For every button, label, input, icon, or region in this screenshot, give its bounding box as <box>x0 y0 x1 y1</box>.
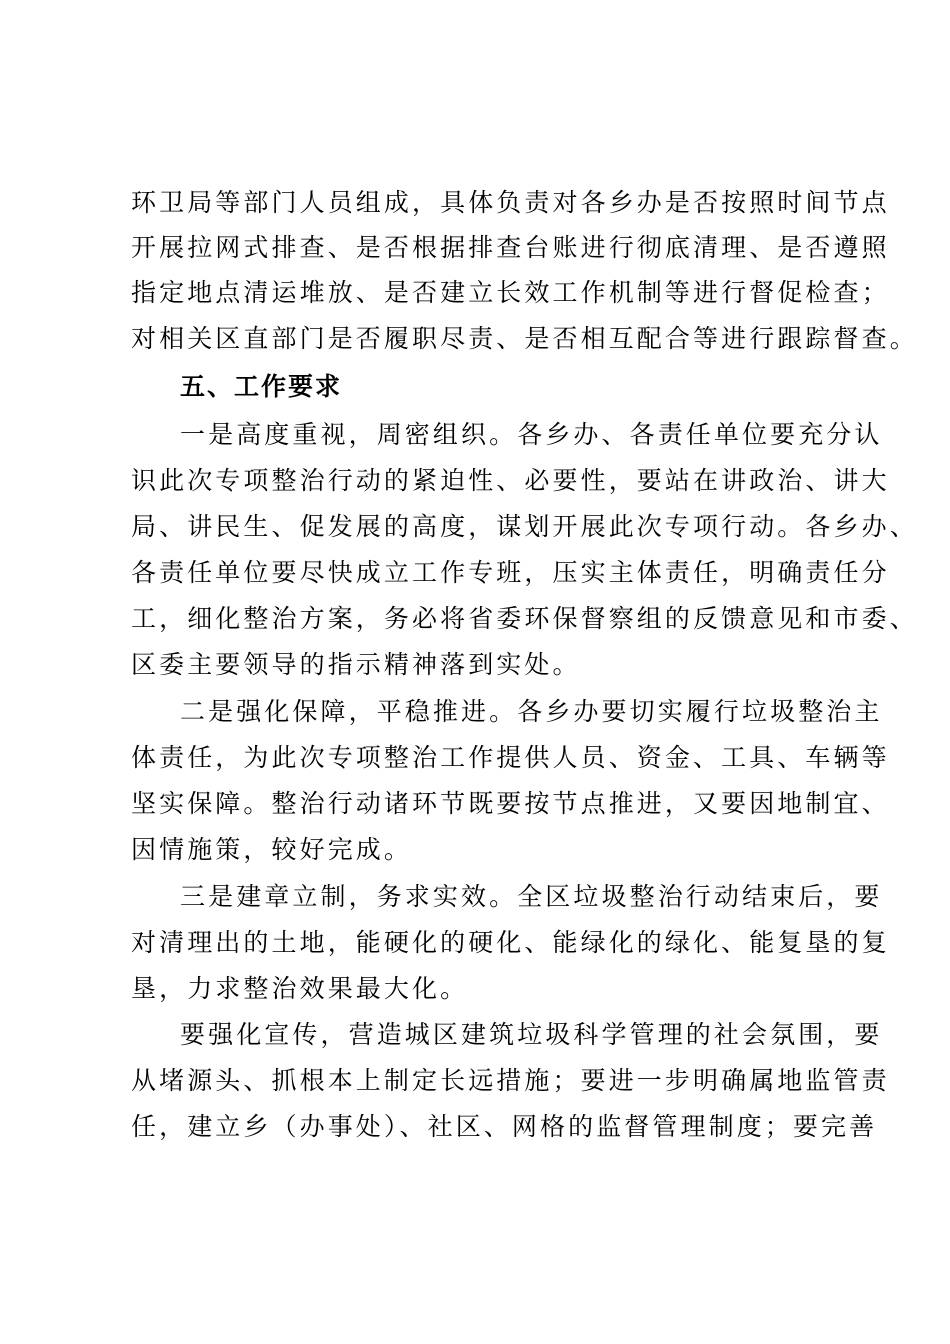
body-text-line: 对相关区直部门是否履职尽责、是否相互配合等进行跟踪督查。 <box>131 324 918 353</box>
paragraph-first-line: 三是建章立制，务求实效。全区垃圾整治行动结束后，要 <box>180 882 883 911</box>
body-text-line: 任，建立乡（办事处）、社区、网格的监督管理制度；要完善 <box>131 1112 878 1141</box>
body-text-line: 对清理出的土地，能硬化的硬化、能绿化的绿化、能复垦的复 <box>131 928 890 957</box>
body-text-line: 因情施策，较好完成。 <box>131 835 413 864</box>
body-text-line: 开展拉网式排查、是否根据排查台账进行彻底清理、是否遵照 <box>131 233 890 262</box>
body-text-line: 垦，力求整治效果最大化。 <box>131 974 469 1003</box>
body-text-line: 区委主要领导的指示精神落到实处。 <box>131 650 581 679</box>
section-heading: 五、工作要求 <box>180 372 343 401</box>
body-text-line: 环卫局等部门人员组成，具体负责对各乡办是否按照时间节点 <box>131 188 890 217</box>
body-text-line: 指定地点清运堆放、是否建立长效工作机制等进行督促检查； <box>131 278 890 307</box>
body-text-line: 工，细化整治方案，务必将省委环保督察组的反馈意见和市委、 <box>131 604 918 633</box>
body-text-line: 坚实保障。整治行动诸环节既要按节点推进，又要因地制宜、 <box>131 789 890 818</box>
paragraph-first-line: 二是强化保障，平稳推进。各乡办要切实履行垃圾整治主 <box>180 697 883 726</box>
body-text-line: 体责任，为此次专项整治工作提供人员、资金、工具、车辆等 <box>131 743 890 772</box>
body-text-line: 从堵源头、抓根本上制定长远措施；要进一步明确属地监管责 <box>131 1066 890 1095</box>
paragraph-first-line: 一是高度重视，周密组织。各乡办、各责任单位要充分认 <box>180 420 883 449</box>
body-text-line: 局、讲民生、促发展的高度，谋划开展此次专项行动。各乡办、 <box>131 512 918 541</box>
body-text-line: 识此次专项整治行动的紧迫性、必要性，要站在讲政治、讲大 <box>131 466 890 495</box>
body-text-line: 各责任单位要尽快成立工作专班，压实主体责任，明确责任分 <box>131 558 890 587</box>
paragraph-first-line: 要强化宣传，营造城区建筑垃圾科学管理的社会氛围，要 <box>180 1020 883 1049</box>
